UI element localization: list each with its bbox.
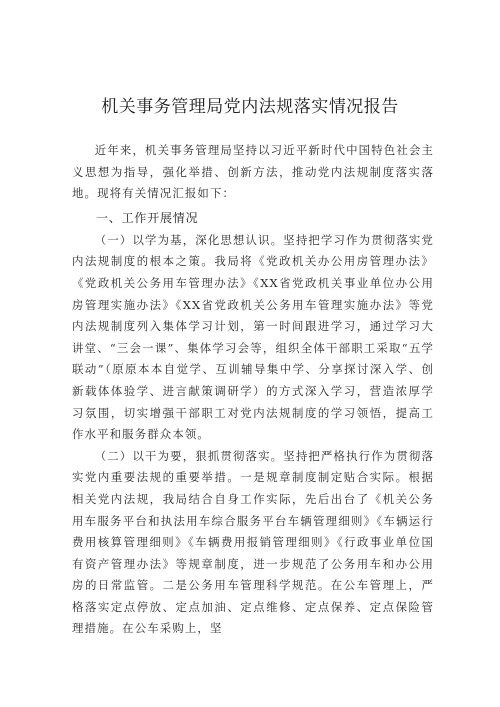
body-paragraph-1: （一）以学为基，深化思想认识。坚持把学习作为贯彻落实党内法规制度的根本之策。我局将《党政机关办公用房管理办法》《党政机关公务用车管理办法》《XX省党政机关事业单位办公用房管理实施办法》《XX省党政机关公务用车管理实施办法》等党内法规制度列入集体学习计划，第一时间跟进学习，通过学习大讲堂、“三会一课”、集体学习会等，组织全体干部职工采取“五学联动”（原原本本自觉学、互训辅导集中学、分享探讨深入学、创新载体体验学、进言献策调研学）的方式深入学习，营造浓厚学习氛围，切实增强干部职工对党内法规制度的学习领悟，提高工作水平和服务群众本领。 xyxy=(72,232,434,442)
document-body xyxy=(72,140,434,640)
section-heading: 一、工作开展情况 xyxy=(96,210,199,225)
intro-paragraph: 近年来，机关事务管理局坚持以习近平新时代中国特色社会主义思想为指导，强化举措、创新方法，推动党内法规制度落实落地。现将有关情况汇报如下： xyxy=(72,143,434,201)
body-paragraph-2: （二）以干为要，狠抓贯彻落实。坚持把严格执行作为贯彻落实党内重要法规的重要举措。一是规章制度制定贴合实际。根据相关党内法规，我局结合自身工作实际，先后出台了《机关公务用车服务平台和执法用车综合服务平台车辆管理细则》《车辆运行费用核算管理细则》《车辆费用报销管理细则》《行政事业单位国有资产管理办法》等规章制度，进一步规范了公务用车和办公用房的日常监管。二是公务用车管理科学规范。在公车管理上，严格落实定点停放、定点加油、定点维修、定点保养、定点保险管理措施。在公车采购上，坚 xyxy=(72,448,434,636)
document-title: 机关事务管理局党内法规落实情况报告 xyxy=(101,97,399,117)
